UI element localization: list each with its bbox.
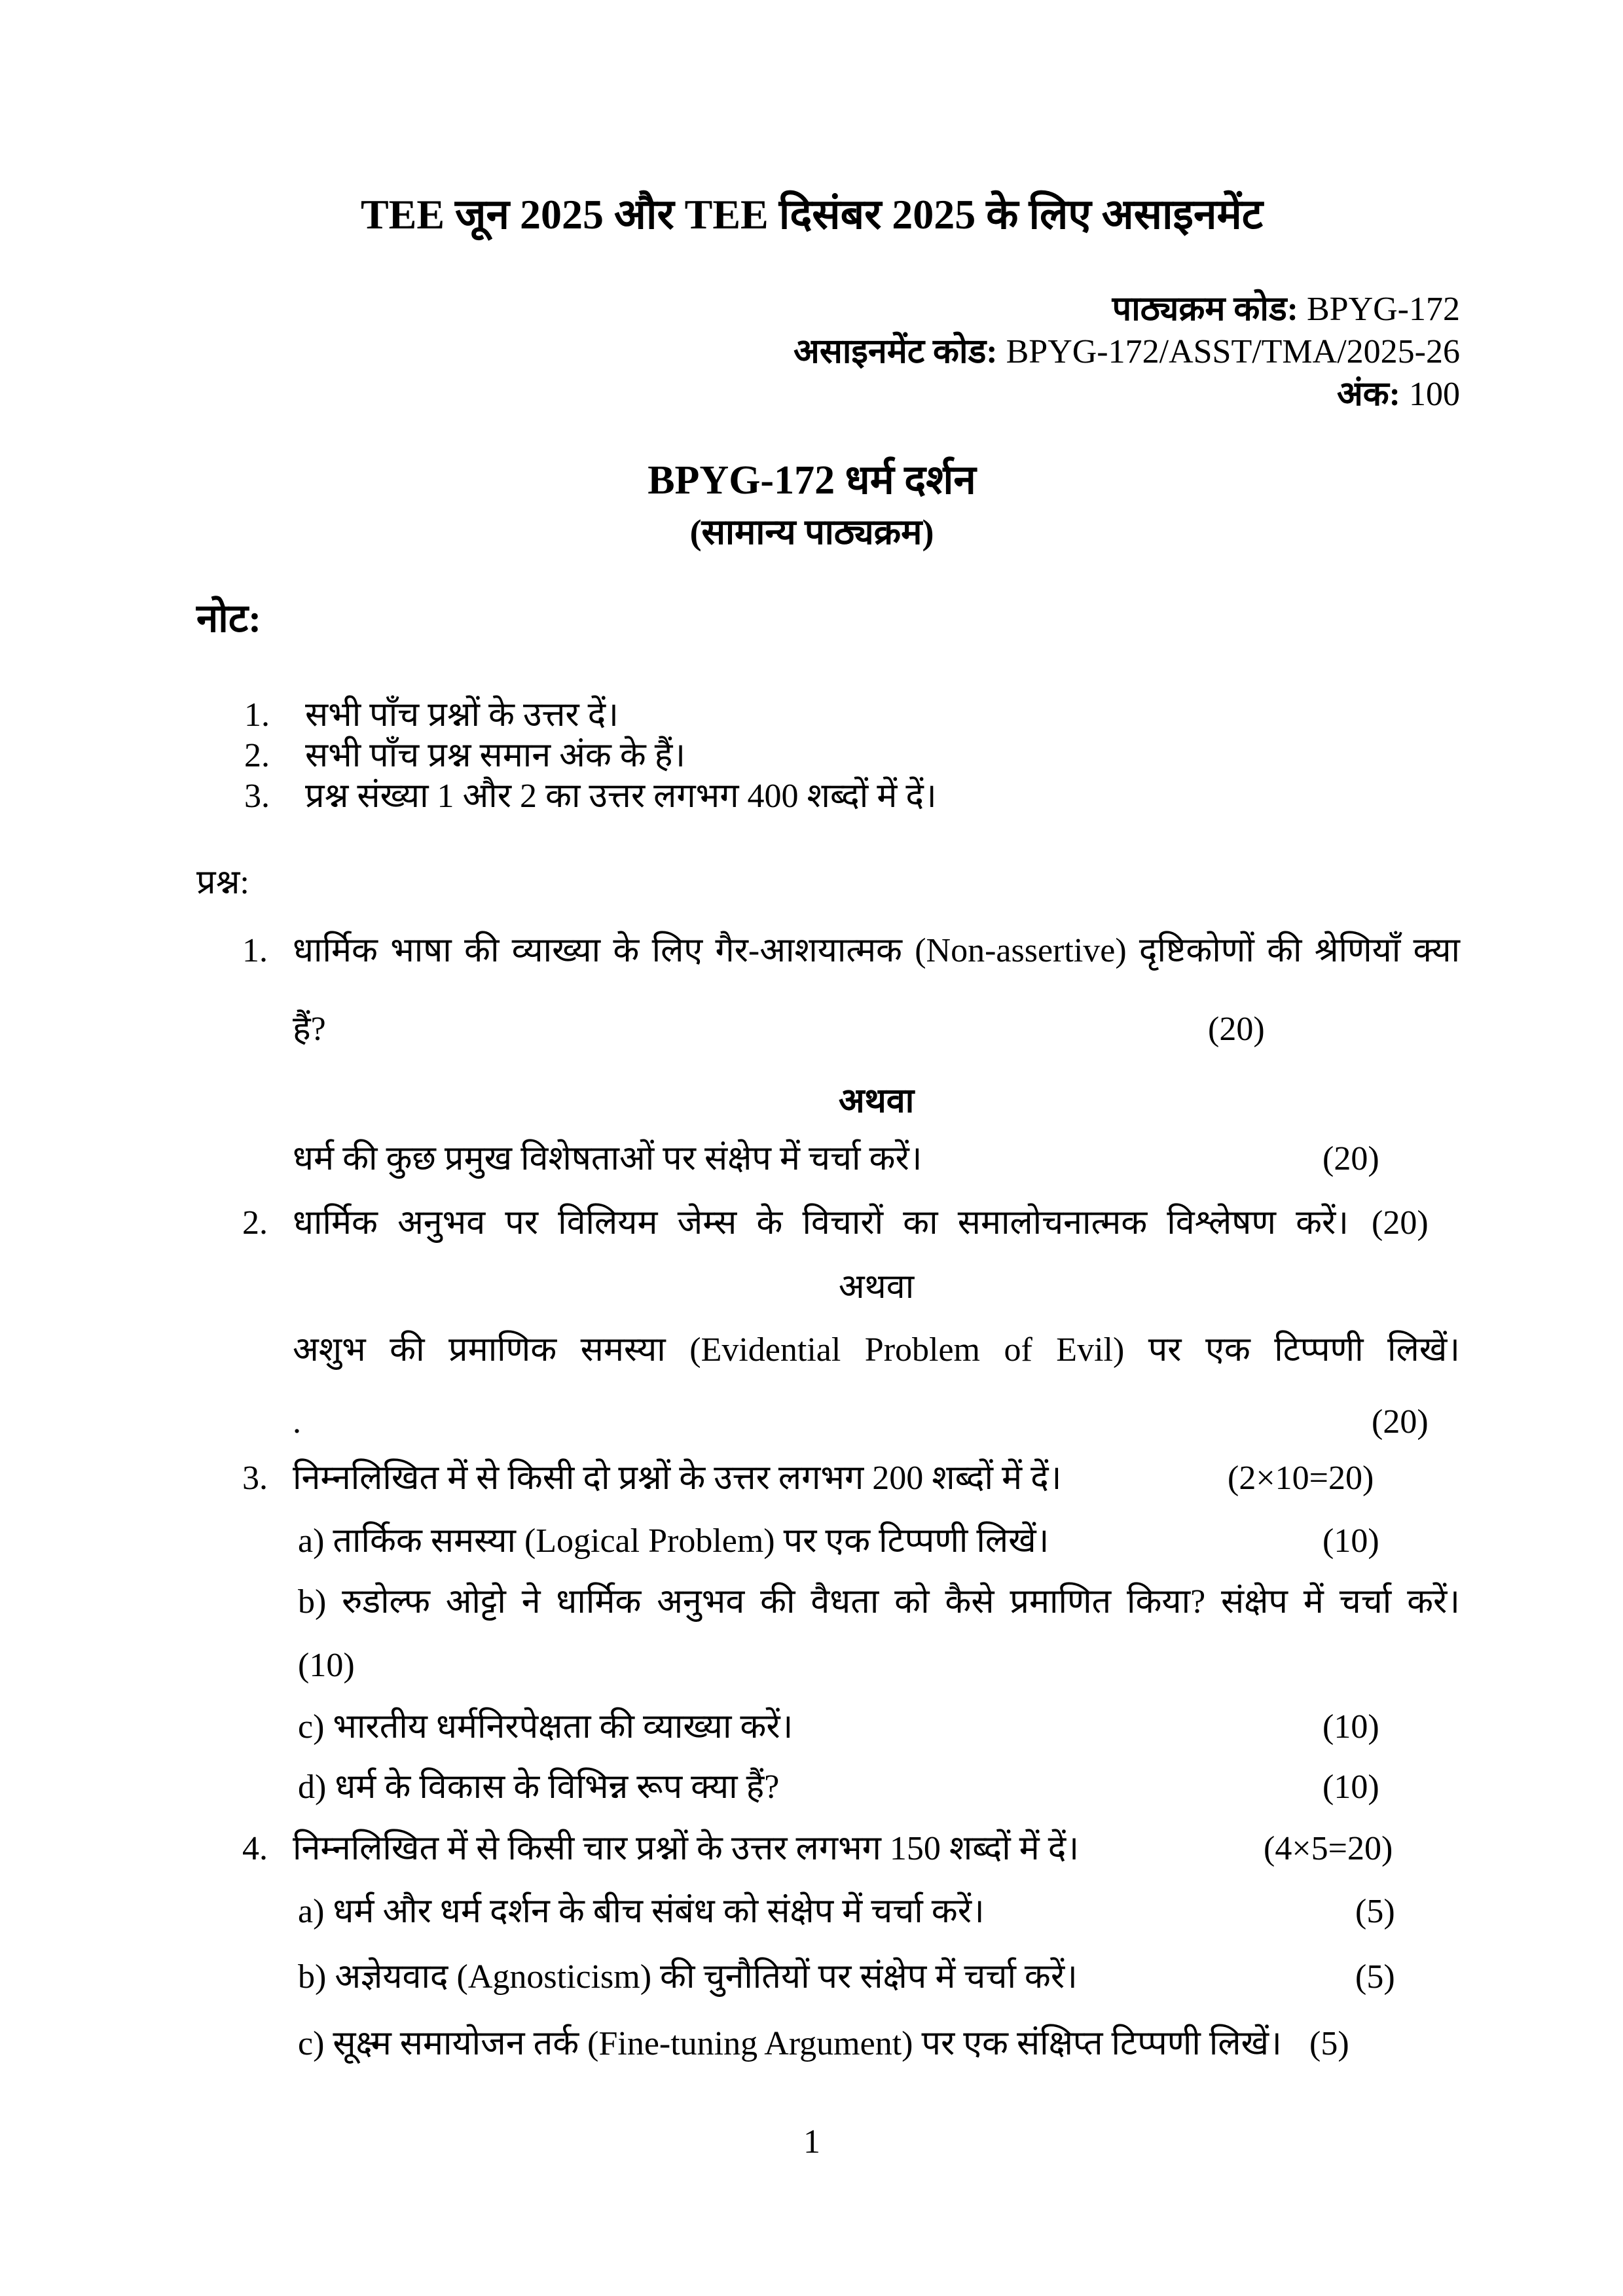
question-text: निम्नलिखित में से किसी दो प्रश्नों के उत्तर लगभग 200 शब्दों में दें।	[293, 1460, 1062, 1497]
marks-value: (20)	[1372, 1204, 1429, 1242]
marks-value: (5)	[1355, 1893, 1395, 1930]
note-item	[244, 775, 1460, 817]
sub-question-text: d) धर्म के विकास के विभिन्न रूप क्या हैं?	[298, 1768, 780, 1806]
or-separator: अथवा	[838, 1268, 915, 1306]
course-code-label: पाठ्यक्रम कोड:	[1112, 291, 1298, 328]
question-1-alt-row	[293, 1138, 1460, 1180]
sub-question-row	[298, 1706, 1460, 1748]
course-code-value: BPYG-172	[1306, 291, 1460, 328]
or-separator: अथवा	[838, 1083, 915, 1120]
sub-question-text: b) रुडोल्फ ओट्टो ने धार्मिक अनुभव की वैधता को कैसे प्रमाणित किया? संक्षेप में चर्चा करें।	[298, 1583, 1460, 1621]
course-code-line	[164, 288, 1460, 331]
assignment-code-label: असाइनमेंट कोड:	[793, 333, 998, 370]
question-text: धार्मिक अनुभव पर विलियम जेम्स के विचारों का समालोचनात्मक विश्लेषण करें।	[293, 1204, 1349, 1242]
marks-value: (10)	[1322, 1522, 1379, 1560]
marks-value: (10)	[298, 1647, 355, 1684]
question-text: निम्नलिखित में से किसी चार प्रश्नों के उत्तर लगभग 150 शब्दों में दें।	[293, 1830, 1080, 1867]
note-item-text: प्रश्न संख्या 1 और 2 का उत्तर लगभग 400 शब्दों में दें।	[305, 778, 937, 815]
question-text: हैं?	[293, 1011, 326, 1048]
sub-question-text: a) धर्म और धर्म दर्शन के बीच संबंध को संक्षेप में चर्चा करें।	[298, 1893, 985, 1930]
sub-question-row	[298, 1766, 1460, 1808]
sub-question-text: c) सूक्ष्म समायोजन तर्क (Fine-tuning Argument) पर एक संक्षिप्त टिप्पणी लिखें।	[298, 2025, 1282, 2062]
question-number: 4.	[242, 1830, 268, 1867]
question-text: .	[293, 1403, 301, 1441]
assignment-code-value: BPYG-172/ASST/TMA/2025-26	[1006, 333, 1460, 370]
question-2-alt-row	[293, 1329, 1460, 1371]
marks-value: (4×5=20)	[1264, 1830, 1393, 1867]
question-number: 3.	[242, 1460, 268, 1497]
sub-question-row	[298, 1956, 1460, 1998]
marks-value: (20)	[1208, 1011, 1265, 1048]
document-title: TEE जून 2025 और TEE दिसंबर 2025 के लिए असाइनमेंट	[360, 191, 1264, 238]
question-number: 1.	[242, 932, 268, 969]
course-subtitle: (सामान्य पाठ्यक्रम)	[689, 512, 934, 552]
marks-value: (10)	[1322, 1708, 1379, 1746]
total-marks-value: 100	[1409, 376, 1460, 413]
course-title: BPYG-172 धर्म दर्शन	[647, 458, 976, 503]
note-heading: नोट:	[196, 597, 262, 640]
note-item-number: 3.	[244, 778, 270, 815]
question-text: अशुभ की प्रमाणिक समस्या (Evidential Problem of Evil) पर एक टिप्पणी लिखें।	[293, 1331, 1460, 1369]
note-item	[244, 694, 1460, 736]
note-item-text: सभी पाँच प्रश्नों के उत्तर दें।	[305, 696, 619, 734]
total-marks-line	[164, 373, 1460, 416]
sub-question-text: b) अज्ञेयवाद (Agnosticism) की चुनौतियों पर संक्षेप में चर्चा करें।	[298, 1958, 1078, 1996]
question-1-continuation	[293, 1008, 1460, 1050]
page-number: 1	[803, 2123, 820, 2161]
question-text: धर्म की कुछ प्रमुख विशेषताओं पर संक्षेप में चर्चा करें।	[293, 1140, 922, 1177]
note-item-number: 1.	[244, 696, 270, 734]
question-number: 2.	[242, 1204, 268, 1242]
sub-question-row	[298, 2022, 1460, 2065]
sub-question-text: a) तार्किक समस्या (Logical Problem) पर एक टिप्पणी लिखें।	[298, 1522, 1049, 1560]
sub-question-row	[298, 1890, 1460, 1933]
sub-question-row	[298, 1520, 1460, 1562]
note-item-number: 2.	[244, 737, 270, 774]
questions-heading: प्रश्न:	[196, 864, 249, 901]
question-text: धार्मिक भाषा की व्याख्या के लिए गैर-आशयात्मक (Non-assertive) दृष्टिकोणों की श्रेणियाँ क्या	[293, 932, 1460, 969]
note-item-text: सभी पाँच प्रश्न समान अंक के हैं।	[305, 737, 686, 774]
marks-value: (20)	[1322, 1140, 1379, 1177]
assignment-code-line	[164, 331, 1460, 373]
marks-value: (2×10=20)	[1228, 1460, 1374, 1497]
total-marks-label: अंक:	[1337, 376, 1400, 413]
marks-value: (20)	[1372, 1403, 1429, 1441]
marks-value: (5)	[1309, 2025, 1349, 2062]
marks-value: (10)	[1322, 1768, 1379, 1806]
marks-value: (5)	[1355, 1958, 1395, 1996]
question-2-alt-continuation	[293, 1401, 1460, 1443]
sub-question-text: c) भारतीय धर्मनिरपेक्षता की व्याख्या करें।	[298, 1708, 793, 1746]
sub-question-marks-row	[298, 1644, 1460, 1687]
note-item	[244, 734, 1460, 777]
sub-question-row	[298, 1581, 1460, 1623]
